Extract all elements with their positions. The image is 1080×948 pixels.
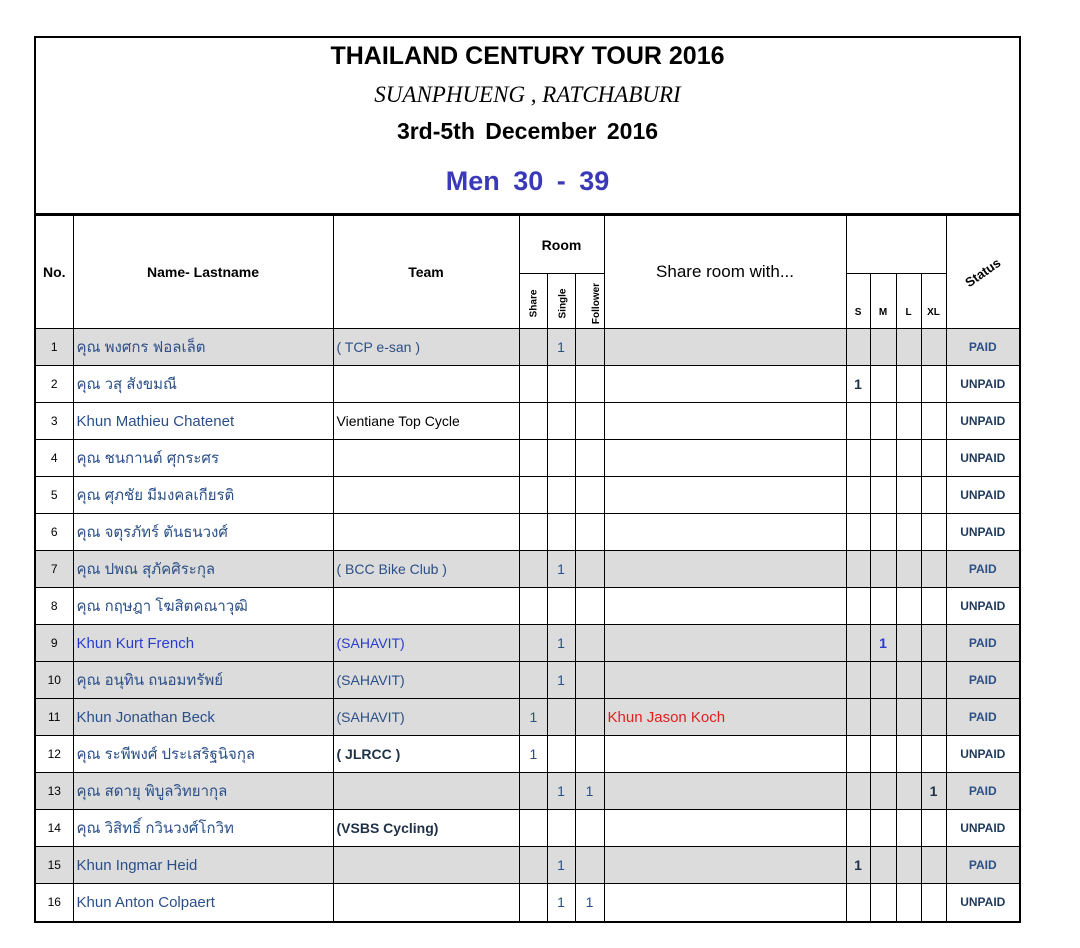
- row-single: 1: [547, 551, 575, 588]
- row-size-m: [870, 810, 896, 847]
- row-follower: [575, 625, 604, 662]
- row-size-l: [896, 588, 921, 625]
- event-location: SUANPHUENG , RATCHABURI: [374, 82, 681, 107]
- table-row: [36, 329, 1019, 366]
- row-size-l: [896, 736, 921, 773]
- row-team: (VSBS Cycling): [333, 810, 519, 847]
- row-size-m: 1: [870, 625, 896, 662]
- row-single: 1: [547, 329, 575, 366]
- row-single: [547, 403, 575, 440]
- row-share-with: [604, 403, 846, 440]
- row-no: 11: [36, 699, 73, 736]
- row-team: (SAHAVIT): [333, 625, 519, 662]
- row-size-xl: [921, 329, 946, 366]
- row-size-m: [870, 884, 896, 921]
- row-share: [519, 662, 547, 699]
- row-share-with: [604, 551, 846, 588]
- row-name: คุณ จตุรภัทร์ ตันธนวงศ์: [73, 514, 333, 551]
- row-follower: [575, 736, 604, 773]
- row-size-l: [896, 699, 921, 736]
- row-size-l: [896, 366, 921, 403]
- row-size-m: [870, 366, 896, 403]
- row-follower: [575, 810, 604, 847]
- row-size-l: [896, 329, 921, 366]
- row-share: [519, 440, 547, 477]
- table-row: [36, 551, 1019, 588]
- row-size-s: [846, 477, 870, 514]
- row-share-with: [604, 847, 846, 884]
- row-single: [547, 366, 575, 403]
- row-no: 2: [36, 366, 73, 403]
- row-size-xl: [921, 699, 946, 736]
- row-follower: [575, 662, 604, 699]
- row-status: PAID: [946, 329, 1019, 366]
- row-size-xl: [921, 440, 946, 477]
- row-status: UNPAID: [946, 736, 1019, 773]
- row-size-m: [870, 329, 896, 366]
- row-share-with: [604, 625, 846, 662]
- row-share-with: [604, 329, 846, 366]
- row-single: [547, 440, 575, 477]
- row-name: คุณ วสุ สังขมณี: [73, 366, 333, 403]
- row-single: [547, 736, 575, 773]
- row-single: [547, 810, 575, 847]
- row-size-xl: [921, 403, 946, 440]
- row-size-l: [896, 884, 921, 921]
- row-size-xl: [921, 514, 946, 551]
- row-follower: [575, 551, 604, 588]
- row-size-l: [896, 773, 921, 810]
- table-row: [36, 884, 1019, 921]
- row-size-s: [846, 403, 870, 440]
- header-size-s: S: [846, 274, 870, 329]
- row-size-l: [896, 403, 921, 440]
- row-size-m: [870, 403, 896, 440]
- row-no: 8: [36, 588, 73, 625]
- row-share-with: [604, 588, 846, 625]
- row-size-xl: [921, 847, 946, 884]
- table-row: [36, 662, 1019, 699]
- row-no: 15: [36, 847, 73, 884]
- row-single: 1: [547, 625, 575, 662]
- row-share: 1: [519, 736, 547, 773]
- row-status: PAID: [946, 551, 1019, 588]
- row-size-m: [870, 773, 896, 810]
- row-share: [519, 514, 547, 551]
- row-size-s: [846, 440, 870, 477]
- event-dates: 3rd-5th December 2016: [396, 118, 659, 144]
- row-team: [333, 773, 519, 810]
- row-team: [333, 366, 519, 403]
- row-no: 4: [36, 440, 73, 477]
- header-size-xl: XL: [921, 274, 946, 329]
- row-share-with: [604, 440, 846, 477]
- row-size-l: [896, 847, 921, 884]
- row-size-l: [896, 625, 921, 662]
- row-single: 1: [547, 847, 575, 884]
- table-row: [36, 403, 1019, 440]
- row-size-m: [870, 477, 896, 514]
- row-size-xl: [921, 884, 946, 921]
- header-name: Name- Lastname: [73, 216, 333, 329]
- row-team: [333, 847, 519, 884]
- header-size-l: L: [896, 274, 921, 329]
- row-size-xl: [921, 551, 946, 588]
- row-size-s: [846, 884, 870, 921]
- row-share: [519, 403, 547, 440]
- row-size-xl: [921, 736, 946, 773]
- row-status: PAID: [946, 625, 1019, 662]
- row-team: ( BCC Bike Club ): [333, 551, 519, 588]
- row-single: 1: [547, 884, 575, 921]
- header-status: [946, 216, 1019, 329]
- header-no: No.: [36, 216, 73, 329]
- row-status: UNPAID: [946, 588, 1019, 625]
- row-name: คุณ พงศกร ฟอลเล็ต: [73, 329, 333, 366]
- row-share-with: [604, 773, 846, 810]
- row-no: 10: [36, 662, 73, 699]
- row-follower: [575, 403, 604, 440]
- row-size-l: [896, 514, 921, 551]
- event-title: THAILAND CENTURY TOUR 2016: [330, 42, 725, 70]
- row-size-s: [846, 514, 870, 551]
- row-follower: [575, 847, 604, 884]
- row-name: คุณ ชนกานต์ ศุกระศร: [73, 440, 333, 477]
- row-no: 14: [36, 810, 73, 847]
- table-row: [36, 588, 1019, 625]
- row-size-m: [870, 736, 896, 773]
- row-single: [547, 514, 575, 551]
- row-no: 6: [36, 514, 73, 551]
- row-follower: [575, 514, 604, 551]
- row-status: UNPAID: [946, 477, 1019, 514]
- row-share: [519, 551, 547, 588]
- row-share-with: [604, 477, 846, 514]
- row-status: PAID: [946, 662, 1019, 699]
- row-single: [547, 477, 575, 514]
- row-single: 1: [547, 662, 575, 699]
- row-no: 5: [36, 477, 73, 514]
- row-size-s: [846, 329, 870, 366]
- row-share: [519, 884, 547, 921]
- row-status: UNPAID: [946, 403, 1019, 440]
- row-size-s: [846, 810, 870, 847]
- table-row: [36, 773, 1019, 810]
- table-row: [36, 366, 1019, 403]
- row-follower: 1: [575, 884, 604, 921]
- row-follower: [575, 477, 604, 514]
- row-team: Vientiane Top Cycle: [333, 403, 519, 440]
- row-size-s: [846, 588, 870, 625]
- row-name: คุณ สดายุ พิบูลวิทยากุล: [73, 773, 333, 810]
- row-single: 1: [547, 773, 575, 810]
- row-size-s: [846, 551, 870, 588]
- row-size-m: [870, 551, 896, 588]
- row-share-with: [604, 366, 846, 403]
- table-row: [36, 625, 1019, 662]
- row-share-with: [604, 810, 846, 847]
- row-share: [519, 588, 547, 625]
- row-follower: [575, 588, 604, 625]
- table-row: [36, 477, 1019, 514]
- row-size-l: [896, 477, 921, 514]
- row-team: [333, 477, 519, 514]
- row-status: UNPAID: [946, 366, 1019, 403]
- row-name: Khun Jonathan Beck: [73, 699, 333, 736]
- row-share-with: [604, 884, 846, 921]
- row-status: PAID: [946, 773, 1019, 810]
- row-size-xl: [921, 366, 946, 403]
- header-status-label: Status: [962, 254, 1004, 291]
- row-size-m: [870, 847, 896, 884]
- header-size-m: M: [870, 274, 896, 329]
- header-room: Room: [519, 216, 604, 274]
- row-size-l: [896, 440, 921, 477]
- header-size-group: [846, 216, 946, 274]
- row-name: Khun Mathieu Chatenet: [73, 403, 333, 440]
- row-name: คุณ วิสิทธิ์ กวินวงศ์โกวิท: [73, 810, 333, 847]
- row-name: Khun Ingmar Heid: [73, 847, 333, 884]
- row-single: [547, 699, 575, 736]
- row-follower: [575, 699, 604, 736]
- row-share-with: [604, 662, 846, 699]
- row-name: คุณ กฤษฎา โฆสิตคณาวุฒิ: [73, 588, 333, 625]
- header-team: Team: [333, 216, 519, 329]
- row-share: [519, 810, 547, 847]
- table-row: [36, 736, 1019, 773]
- table-row: [36, 440, 1019, 477]
- row-size-s: [846, 662, 870, 699]
- row-status: PAID: [946, 847, 1019, 884]
- row-follower: [575, 366, 604, 403]
- row-share: 1: [519, 699, 547, 736]
- header-share: Share: [519, 274, 547, 329]
- row-size-s: [846, 625, 870, 662]
- row-name: คุณ ศุภชัย มีมงคลเกียรติ: [73, 477, 333, 514]
- age-category: Men 30 - 39: [445, 166, 610, 196]
- row-no: 13: [36, 773, 73, 810]
- row-status: UNPAID: [946, 884, 1019, 921]
- row-size-xl: [921, 662, 946, 699]
- row-name: Khun Anton Colpaert: [73, 884, 333, 921]
- row-single: [547, 588, 575, 625]
- row-size-m: [870, 588, 896, 625]
- row-size-xl: [921, 477, 946, 514]
- row-share: [519, 625, 547, 662]
- row-size-m: [870, 699, 896, 736]
- row-status: PAID: [946, 699, 1019, 736]
- row-team: [333, 440, 519, 477]
- row-no: 12: [36, 736, 73, 773]
- table-row: [36, 810, 1019, 847]
- row-name: Khun Kurt French: [73, 625, 333, 662]
- row-team: (SAHAVIT): [333, 662, 519, 699]
- row-share: [519, 847, 547, 884]
- row-size-s: [846, 773, 870, 810]
- row-share: [519, 366, 547, 403]
- row-no: 3: [36, 403, 73, 440]
- row-size-xl: 1: [921, 773, 946, 810]
- row-share-with: [604, 514, 846, 551]
- row-size-xl: [921, 588, 946, 625]
- header-follower: Follower: [575, 274, 604, 329]
- header-single: Single: [547, 274, 575, 329]
- row-size-s: [846, 736, 870, 773]
- participants-table: [36, 215, 1019, 921]
- row-follower: [575, 329, 604, 366]
- row-size-s: 1: [846, 366, 870, 403]
- sheet-header: [36, 38, 1019, 215]
- row-size-m: [870, 514, 896, 551]
- row-no: 1: [36, 329, 73, 366]
- row-size-m: [870, 662, 896, 699]
- header-share-with: Share room with...: [604, 216, 846, 329]
- row-no: 7: [36, 551, 73, 588]
- row-share: [519, 477, 547, 514]
- row-size-xl: [921, 625, 946, 662]
- registration-sheet: [34, 36, 1021, 923]
- row-team: [333, 514, 519, 551]
- row-name: คุณ อนุทิน ถนอมทรัพย์: [73, 662, 333, 699]
- row-size-xl: [921, 810, 946, 847]
- row-share: [519, 773, 547, 810]
- row-share: [519, 329, 547, 366]
- row-team: ( TCP e-san ): [333, 329, 519, 366]
- row-size-l: [896, 662, 921, 699]
- row-follower: 1: [575, 773, 604, 810]
- row-no: 16: [36, 884, 73, 921]
- row-size-m: [870, 440, 896, 477]
- row-size-s: 1: [846, 847, 870, 884]
- row-team: [333, 884, 519, 921]
- row-no: 9: [36, 625, 73, 662]
- table-row: [36, 514, 1019, 551]
- row-size-l: [896, 810, 921, 847]
- row-share-with: Khun Jason Koch: [604, 699, 846, 736]
- row-status: UNPAID: [946, 810, 1019, 847]
- row-name: คุณ ปพณ สุภัคศิระกุล: [73, 551, 333, 588]
- table-row: [36, 847, 1019, 884]
- row-team: (SAHAVIT): [333, 699, 519, 736]
- row-status: UNPAID: [946, 514, 1019, 551]
- row-status: UNPAID: [946, 440, 1019, 477]
- row-team: ( JLRCC ): [333, 736, 519, 773]
- row-size-s: [846, 699, 870, 736]
- row-size-l: [896, 551, 921, 588]
- row-name: คุณ ระพีพงศ์ ประเสริฐนิจกุล: [73, 736, 333, 773]
- row-team: [333, 588, 519, 625]
- row-share-with: [604, 736, 846, 773]
- row-follower: [575, 440, 604, 477]
- table-row: [36, 699, 1019, 736]
